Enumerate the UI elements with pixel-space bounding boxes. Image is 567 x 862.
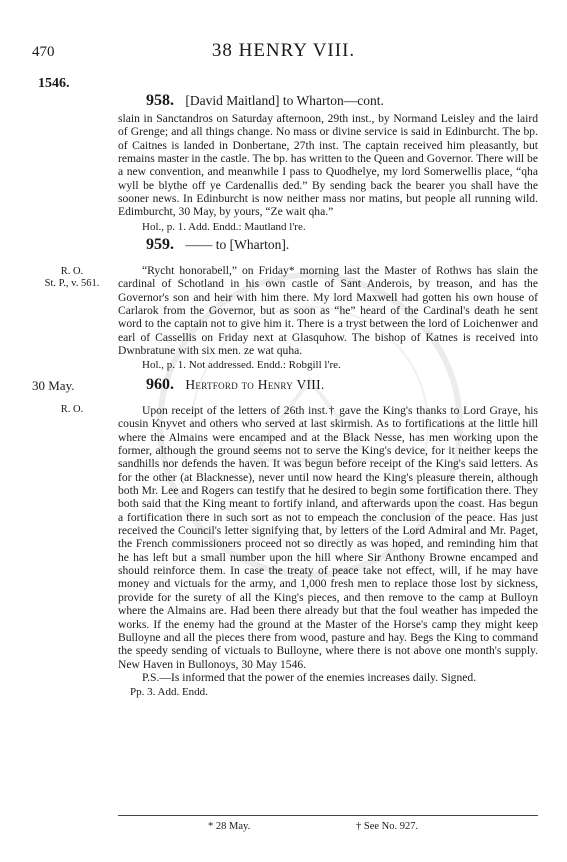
entry-958-heading: [146, 92, 384, 110]
entry-958-number: 958.: [146, 92, 174, 109]
entry-960-endorsement: Pp. 3. Add. Endd.: [130, 686, 208, 699]
page-number: 470: [32, 44, 55, 60]
entry-960-title: Hertford to Henry VIII.: [185, 377, 325, 392]
footnote-2: † See No. 927.: [356, 821, 419, 832]
entry-959-margin-note: R. O. St. P., v. 561.: [44, 266, 100, 289]
entry-960-paragraph: Upon receipt of the letters of 26th inst.† gave the King's thanks to Lord Graye, his cousin Knyvet and others who served at last skirmish. As to fortifications at the little hill where the Almains were encamped and at the Black Nesse, has men working upon the former, although the ground seems not to serve the King's device, for it neither keeps the sandhills nor defends the haven. It was begun before receipt of the King's said letters. As for the other (at Blacknesse), never until now heard the King's pleasure therein, although both Mr. Lee and Rogers can testify that he desired to begin some fortification there. They both said that the King meant to fortify inland, and afterwards upon the coast. Has begun a fortification there in such sort as not to empeach the conclusion of the peace. Has just received the Council's letter signifying that, by letters of the Lord Admiral and Mr. Paget, the French commissioners proceed not so directly as was hoped, and reminding him that he has left but a small number upon the hill where Sir Anthony Browne encamped and should reinforce them. In case the treaty of peace take not effect, will, if he may have money and victuals for the army, and 1,000 fresh men to replace those lost by sickness, provide for the surety of all the King's pieces, and then remove to the camp at Bulloyn where the Almains are. Had been there already but that the foul weather has impeded the works. If the enemy had the ground at the Master of the Horse's camp they might keep Bulloyne and all the pieces there from wood, pasture and hay. Begs the King to command the speedy sending of victuals to Bulloyne, where there is not above one month's supply. New Haven in Bullonoys, 30 May 1546.: [118, 404, 538, 671]
running-title: 38 HENRY VIII.: [211, 40, 356, 61]
entry-960-number: 960.: [146, 376, 174, 393]
entry-959-heading: [146, 236, 289, 254]
entry-959-body: [118, 264, 538, 373]
footnote-1: * 28 May.: [208, 821, 251, 832]
entry-960-margin-note: R. O.: [60, 404, 84, 415]
entry-959-title: —— to [Wharton].: [185, 237, 290, 252]
footnote-rule: [118, 815, 538, 816]
entry-958-paragraph: slain in Sanctandros on Saturday afternoon, 29th inst., by Normand Leisley and the laird of Grenge; and all things change. No mass or divine service is said in Edinburcht. The bp. of Caitnes is landed in Donbertane, 27th inst. The captain received him pleasantly, but remains master in the castle. The bp. has written to the Queen and Governor. There will be a new convention, and meanwhile I pass to Quodhelye, my lord Somerwellis place, “qha wyll be blythe off ye Cardenallis ded.” By sending back the bearer you shall have the sooner news. In Edinburcht is now neither mass nor matins, but people all running wild. Edimburcht, 30 May, by yours, “Ze wait qha.”: [118, 112, 538, 219]
entry-960-postscript: P.S.—Is informed that the power of the enemies increases daily. Signed.: [142, 670, 477, 684]
year-margin: 1546.: [38, 76, 70, 91]
entry-959-paragraph: “Rycht honorabell,” on Friday* morning last the Master of Rothws has slain the cardinal of Schotland in his own castle of Sant Anderois, by treason, and has the Governor's son and heir with him there. My lord Maxwell had gotten his own house of Carlarok from the Governor, but as soon as “he” heard of the Cardinal's death he sent word to the captain not to give him it. There is a tryst between the lord of Loichenwer and earl of Cassellis on Friday next at Glasquhow. The bishop of Katnes is received into Dwnbratune with six men. ze wat quha.: [118, 264, 538, 358]
entry-960-body: [118, 404, 538, 700]
entry-959-endorsement: Hol., p. 1. Not addressed. Endd.: Robgill l're.: [142, 359, 341, 372]
entry-960-date: 30 May.: [32, 378, 75, 393]
entry-958-body: [118, 112, 538, 234]
entry-958-title: [David Maitland] to Wharton—cont.: [185, 93, 384, 108]
entry-960-heading: [146, 376, 325, 394]
entry-959-number: 959.: [146, 236, 174, 253]
entry-958-endorsement: Hol., p. 1. Add. Endd.: Mautland l're.: [142, 220, 306, 233]
